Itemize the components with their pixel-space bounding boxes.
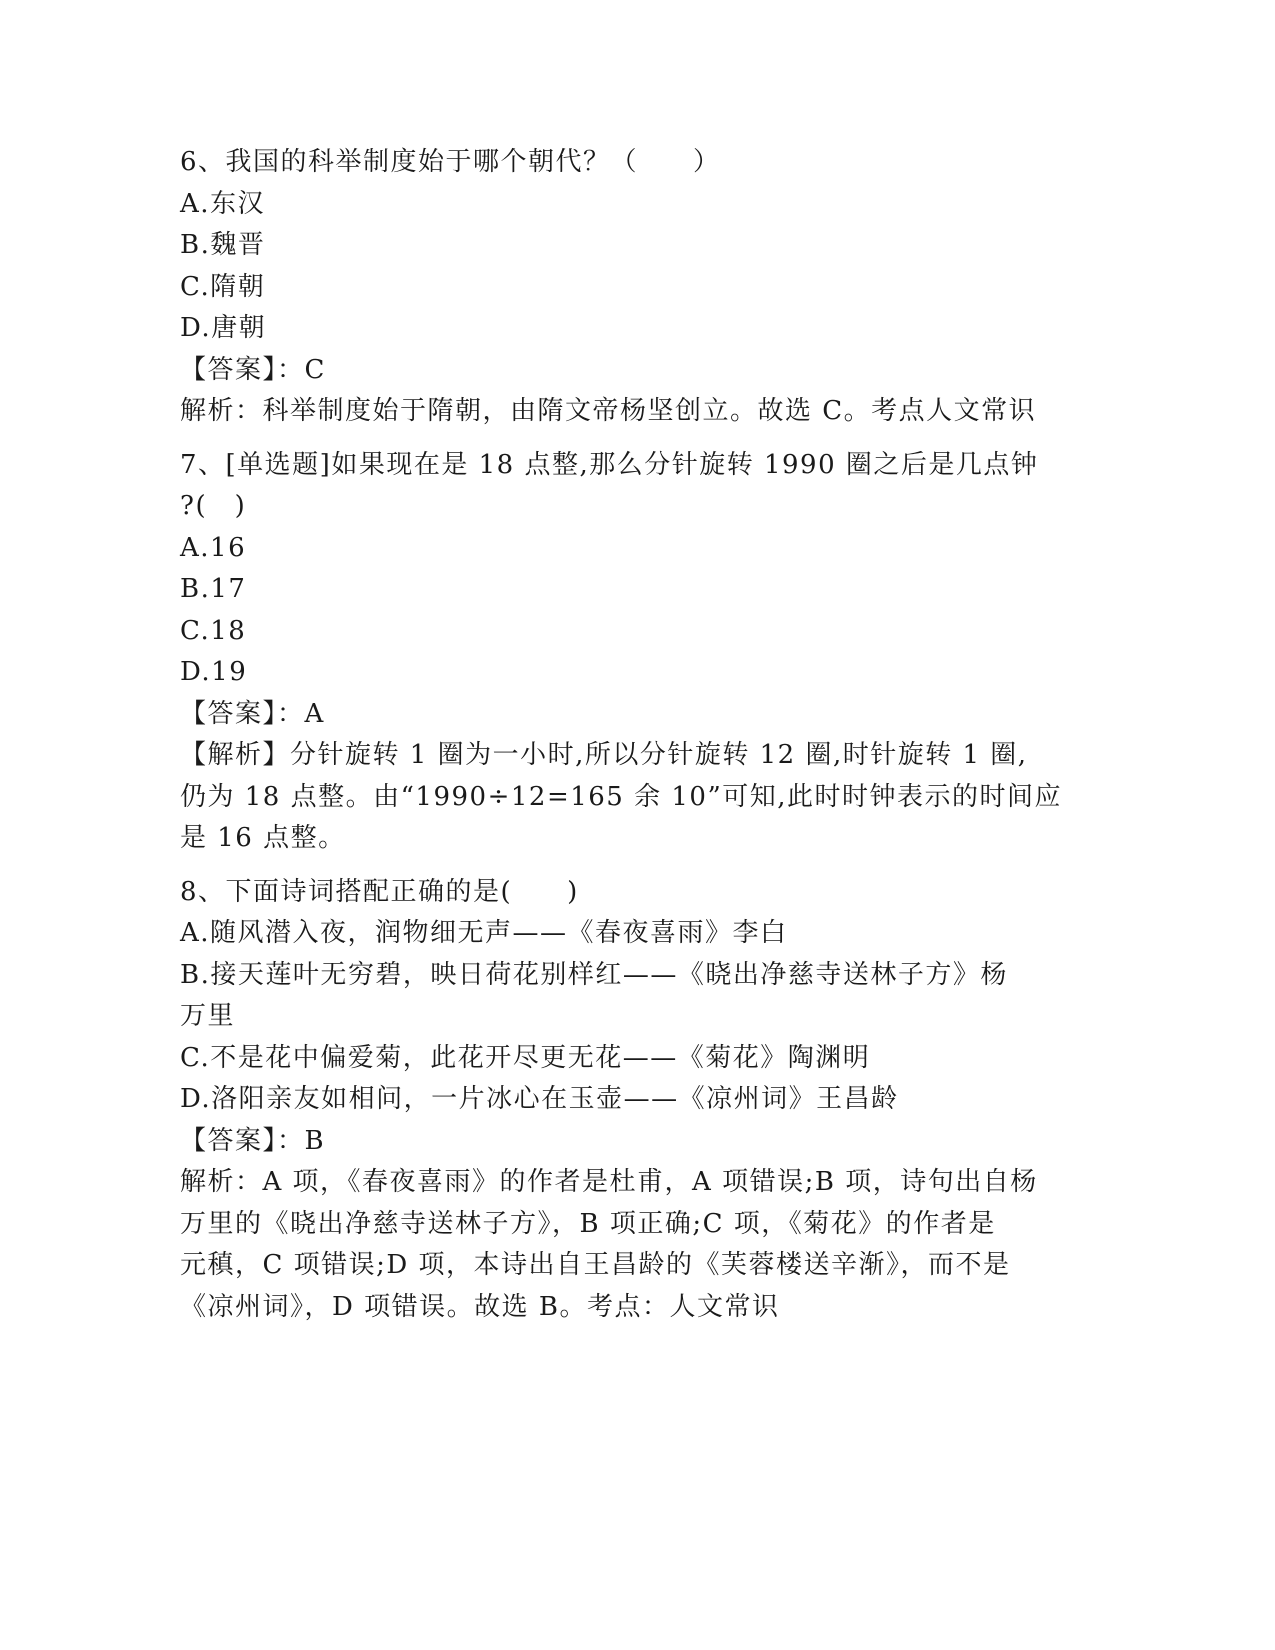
option-a: A.16 [180,532,247,563]
question-8 [180,872,1060,1329]
option-b-continued: 万里 [180,1001,236,1031]
question-stem-continued: ?( ) [180,491,247,521]
question-stem: 7、[单选题]如果现在是 18 点整,那么分针旋转 1990 圈之后是几点钟 [180,449,1039,480]
question-stem: 8、下面诗词搭配正确的是( ) [180,876,579,907]
answer: 【答案】：A [180,698,325,729]
answer: 【答案】：C [180,354,326,385]
option-a: A.东汉 [180,188,266,219]
question-stem: 6、我国的科举制度始于哪个朝代？（ ） [180,147,721,177]
explanation-continued: 元稹，C 项错误;D 项，本诗出自王昌龄的《芙蓉楼送辛渐》，而不是 [180,1250,1011,1280]
option-b: B.17 [180,574,247,604]
option-d: D.唐朝 [180,313,267,343]
explanation: 解析：科举制度始于隋朝，由隋文帝杨坚创立。故选 C。考点人文常识 [180,396,1037,426]
option-d: D.19 [180,657,248,687]
explanation-continued: 《凉州词》，D 项错误。故选 B。考点：人文常识 [180,1291,780,1322]
explanation-continued: 仍为 18 点整。由“1990÷12=165 余 10”可知,此时时钟表示的时间应 [180,781,1063,812]
option-d: D.洛阳亲友如相问，一片冰心在玉壶——《凉州词》王昌龄 [180,1084,899,1114]
option-c: C.隋朝 [180,271,266,302]
question-6 [180,142,1060,433]
option-b: B.接天莲叶无穷碧，映日荷花别样红——《晓出净慈寺送林子方》杨 [180,959,1008,990]
answer: 【答案】：B [180,1125,326,1156]
option-c: C.18 [180,615,247,646]
option-c: C.不是花中偏爱菊，此花开尽更无花——《菊花》陶渊明 [180,1042,871,1073]
option-a: A.随风潜入夜，润物细无声——《春夜喜雨》李白 [180,918,788,948]
document-page [180,142,1063,1328]
explanation-continued: 万里的《晓出净慈寺送林子方》，B 项正确;C 项，《菊花》的作者是 [180,1208,996,1239]
explanation-continued: 是 16 点整。 [180,823,346,853]
option-b: B.魏晋 [180,230,266,260]
question-7 [180,445,1063,860]
explanation: 解析：A 项，《春夜喜雨》的作者是杜甫，A 项错误;B 项，诗句出自杨 [180,1167,1038,1197]
explanation: 【解析】分针旋转 1 圈为一小时,所以分针旋转 12 圈,时针旋转 1 圈, [180,740,1028,770]
